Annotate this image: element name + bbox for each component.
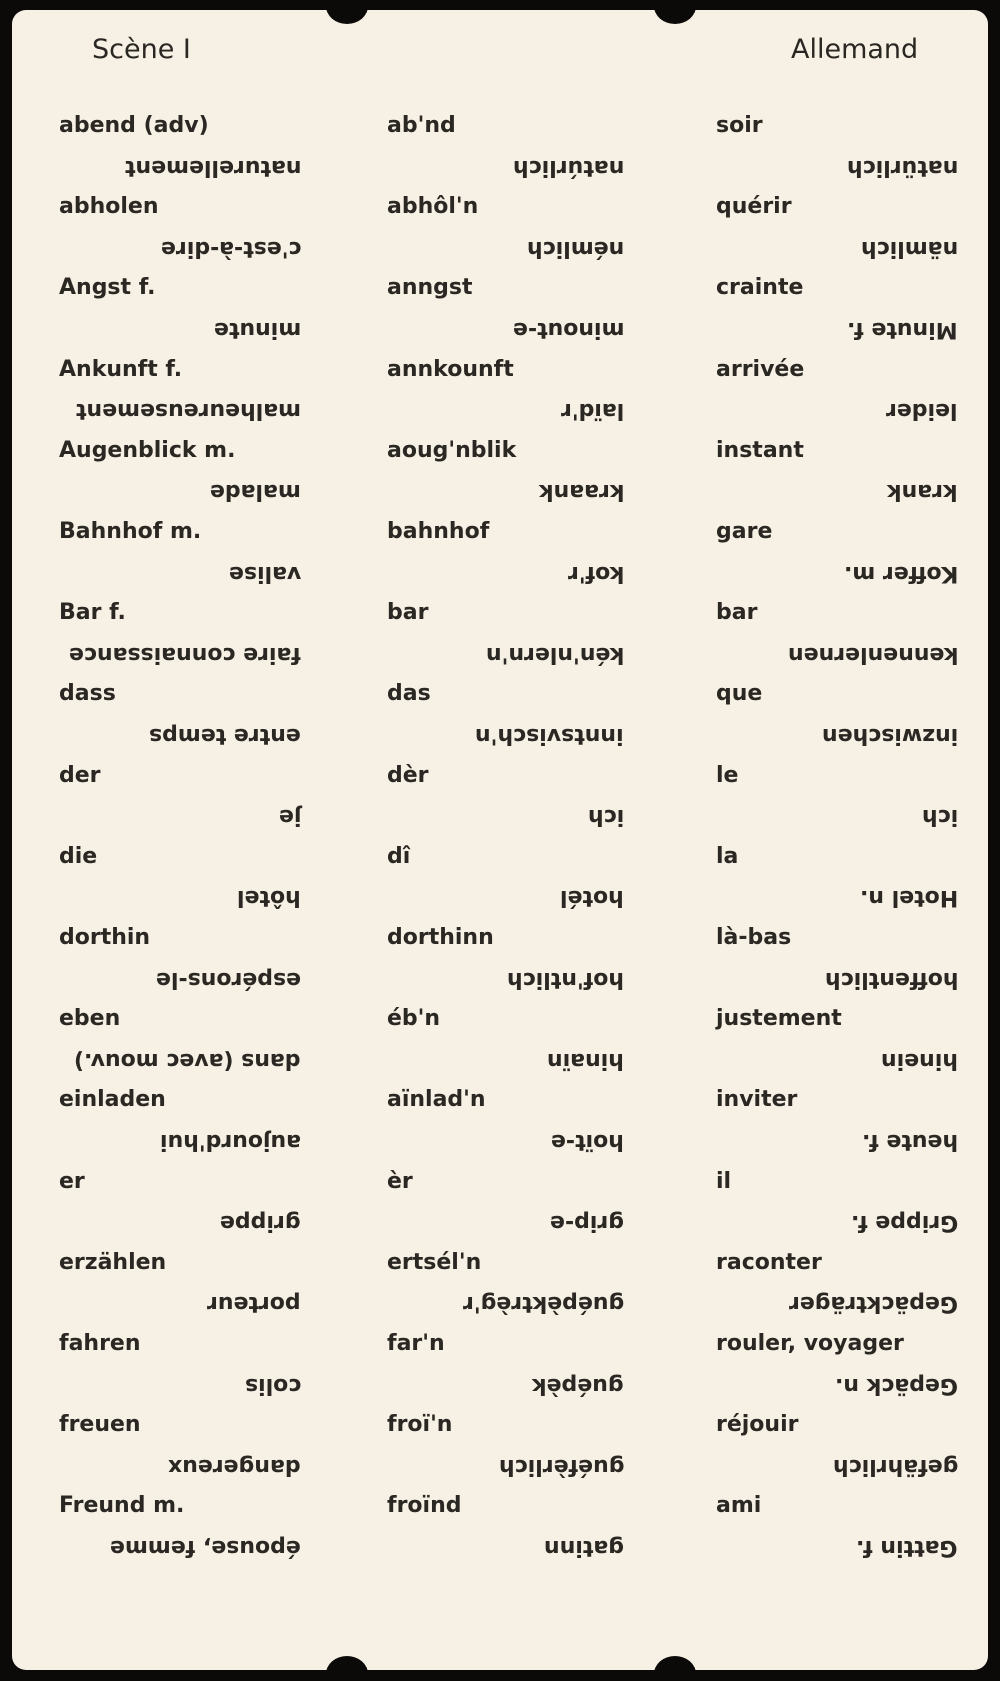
card-notch-bottom-right [654, 1656, 696, 1670]
vocabulary-row-inverted [12, 392, 988, 428]
french-translation: Gepäck n. [835, 1373, 958, 1398]
german-word: Freund m. [59, 1493, 185, 1518]
german-word: épouse, femme [110, 1535, 301, 1560]
german-word: je [278, 804, 301, 829]
pronunciation: guépèk [532, 1373, 624, 1398]
german-word: Ankunft f. [59, 357, 183, 382]
french-translation: inzwischen [821, 723, 958, 748]
pronunciation: hinaïn [547, 1048, 624, 1073]
language-title: Allemand [791, 34, 919, 65]
vocabulary-row [12, 352, 988, 388]
pronunciation: kof'r [567, 561, 624, 586]
german-word: naturellement [124, 155, 301, 180]
german-word: entre temps [149, 723, 301, 748]
german-word: fahren [59, 1331, 141, 1356]
pronunciation: bar [387, 600, 429, 625]
pronunciation: dorthinn [387, 925, 494, 950]
french-translation: soir [716, 113, 763, 138]
french-translation: arrivée [716, 357, 805, 382]
french-translation: réjouir [716, 1412, 799, 1437]
german-word: freuen [59, 1412, 141, 1437]
french-translation: leider [886, 398, 958, 423]
german-word: der [59, 763, 101, 788]
french-translation: crainte [716, 275, 804, 300]
german-word: dangereux [168, 1454, 301, 1479]
german-word: espérons-le [156, 967, 301, 992]
german-word: valise [228, 561, 301, 586]
vocabulary-row-inverted [12, 1529, 988, 1565]
pronunciation: guépèktrèg'r [462, 1291, 624, 1316]
card-notch-top-left [326, 10, 368, 24]
pronunciation: kraank [538, 479, 624, 504]
pronunciation: aoug'nblik [387, 438, 517, 463]
vocabulary-row [12, 1164, 988, 1200]
german-word: eben [59, 1006, 121, 1031]
vocabulary-row-inverted [12, 636, 988, 672]
vocabulary-row [12, 676, 988, 712]
french-translation: ami [716, 1493, 762, 1518]
french-translation: kennenlernen [787, 642, 958, 667]
french-translation: heute f. [861, 1129, 958, 1154]
vocabulary-row [12, 920, 988, 956]
pronunciation: froïnd [387, 1493, 462, 1518]
german-word: Angst f. [59, 275, 156, 300]
vocabulary-row [12, 1245, 988, 1281]
french-translation: gefährlich [832, 1454, 958, 1479]
pronunciation: hoït-e [551, 1129, 624, 1154]
german-word: er [59, 1169, 85, 1194]
vocabulary-row-inverted [12, 717, 988, 753]
pronunciation: far'n [387, 1331, 445, 1356]
french-translation: que [716, 681, 763, 706]
vocabulary-row-inverted [12, 1367, 988, 1403]
french-translation: là-bas [716, 925, 792, 950]
vocabulary-row [12, 1001, 988, 1037]
pronunciation: hof'ntlich [506, 967, 624, 992]
vocabulary-row-inverted [12, 555, 988, 591]
vocabulary-row-inverted [12, 149, 988, 185]
german-word: abend (adv) [59, 113, 209, 138]
vocabulary-row [12, 108, 988, 144]
pronunciation: abhôl'n [387, 194, 479, 219]
vocabulary-row-inverted [12, 798, 988, 834]
german-word: dans (avec mouv.) [74, 1048, 301, 1073]
french-translation: ich [921, 804, 958, 829]
french-translation: quérir [716, 194, 792, 219]
vocabulary-row [12, 1326, 988, 1362]
german-word: hôtel [237, 885, 301, 910]
german-word: dorthin [59, 925, 151, 950]
pronunciation: bahnhof [387, 519, 490, 544]
pronunciation: aïnlad'n [387, 1087, 486, 1112]
pronunciation: ertsél'n [387, 1250, 482, 1275]
french-translation: natürlich [846, 155, 958, 180]
pronunciation: minout-e [512, 317, 624, 342]
vocabulary-row-inverted [12, 311, 988, 347]
german-word: einladen [59, 1087, 166, 1112]
pronunciation: dî [387, 844, 411, 869]
german-word: Augenblick m. [59, 438, 236, 463]
vocabulary-row-inverted [12, 1448, 988, 1484]
vocabulary-row [12, 839, 988, 875]
pronunciation: inntsvisch'n [475, 723, 624, 748]
french-translation: la [716, 844, 739, 869]
french-translation: justement [716, 1006, 842, 1031]
vocabulary-row [12, 758, 988, 794]
german-word: Bahnhof m. [59, 519, 202, 544]
pronunciation: gatinn [544, 1535, 624, 1560]
vocabulary-row-inverted [12, 1285, 988, 1321]
pronunciation: éb'n [387, 1006, 441, 1031]
german-word: grippe [220, 1210, 301, 1235]
vocabulary-row [12, 595, 988, 631]
pronunciation: anngst [387, 275, 473, 300]
pronunciation: natúrlich [512, 155, 624, 180]
german-word: aujourd'hui [159, 1129, 301, 1154]
french-translation: il [716, 1169, 732, 1194]
german-word: malheureusement [75, 398, 301, 423]
french-translation: Gepäckträger [789, 1291, 958, 1316]
pronunciation: annkounft [387, 357, 514, 382]
pronunciation: némlich [526, 236, 624, 261]
french-translation: gare [716, 519, 773, 544]
german-word: porteur [207, 1291, 301, 1316]
pronunciation: ab'nd [387, 113, 456, 138]
pronunciation: laïd'r [560, 398, 624, 423]
card-notch-bottom-left [326, 1656, 368, 1670]
card-notch-top-right [654, 10, 696, 24]
vocabulary-row-inverted [12, 1123, 988, 1159]
french-translation: Grippe f. [850, 1210, 958, 1235]
vocabulary-row [12, 270, 988, 306]
german-word: malade [210, 479, 301, 504]
vocabulary-row [12, 514, 988, 550]
french-translation: hoffentlich [824, 967, 958, 992]
french-translation: Gattin f. [856, 1535, 958, 1560]
french-translation: bar [716, 600, 758, 625]
pronunciation: ich [587, 804, 624, 829]
vocabulary-row-inverted [12, 879, 988, 915]
pronunciation: hotél [560, 885, 624, 910]
vocabulary-row-inverted [12, 1042, 988, 1078]
pronunciation: èr [387, 1169, 413, 1194]
french-translation: le [716, 763, 739, 788]
vocabulary-row [12, 1488, 988, 1524]
scene-title: Scène I [92, 34, 191, 65]
pronunciation: grip-e [550, 1210, 624, 1235]
french-translation: krank [887, 479, 958, 504]
vocabulary-row-inverted [12, 230, 988, 266]
french-translation: nämlich [860, 236, 958, 261]
german-word: abholen [59, 194, 159, 219]
german-word: erzählen [59, 1250, 167, 1275]
french-translation: inviter [716, 1087, 798, 1112]
vocabulary-card [12, 10, 988, 1670]
french-translation: Koffer m. [843, 561, 958, 586]
french-translation: Minute f. [847, 317, 958, 342]
pronunciation: das [387, 681, 431, 706]
pronunciation: dèr [387, 763, 429, 788]
vocabulary-row-inverted [12, 1204, 988, 1240]
german-word: faire connaissance [69, 642, 301, 667]
vocabulary-row [12, 433, 988, 469]
french-translation: hinein [881, 1048, 958, 1073]
french-translation: Hotel n. [859, 885, 958, 910]
pronunciation: guéfèrlich [498, 1454, 624, 1479]
german-word: die [59, 844, 98, 869]
vocabulary-row-inverted [12, 961, 988, 997]
pronunciation: kén'nlern'n [485, 642, 624, 667]
german-word: minute [213, 317, 301, 342]
french-translation: raconter [716, 1250, 822, 1275]
german-word: dass [59, 681, 116, 706]
vocabulary-row-inverted [12, 473, 988, 509]
vocabulary-row [12, 1407, 988, 1443]
vocabulary-row [12, 189, 988, 225]
french-translation: rouler, voyager [716, 1331, 904, 1356]
vocabulary-row [12, 1082, 988, 1118]
french-translation: instant [716, 438, 804, 463]
german-word: Bar f. [59, 600, 126, 625]
german-word: c'est-à-dire [160, 236, 301, 261]
german-word: colis [244, 1373, 301, 1398]
pronunciation: froï'n [387, 1412, 453, 1437]
